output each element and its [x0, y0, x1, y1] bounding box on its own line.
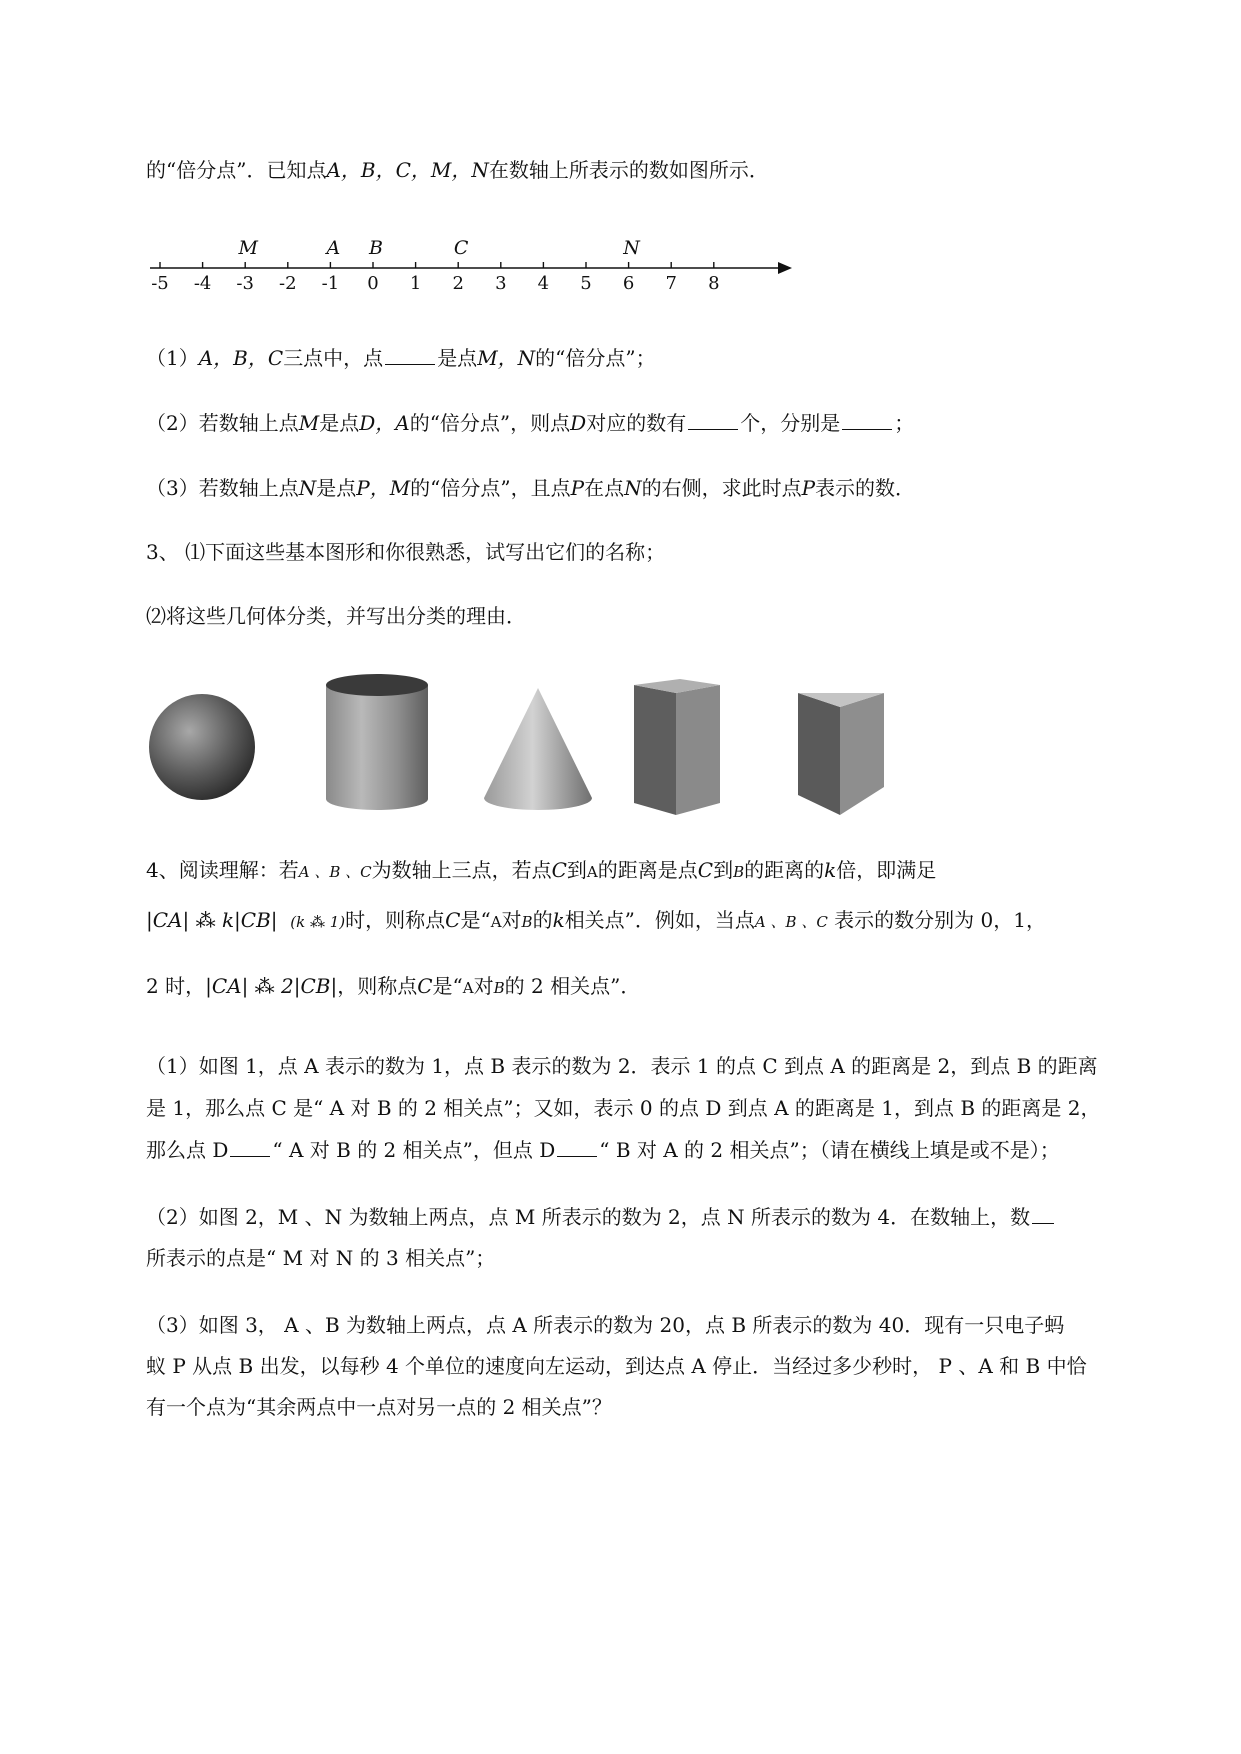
q4-sub3-line1: （3）如图 3， A 、B 为数轴上两点，点 A 所表示的数为 20，点 B 所表示的数为 40．现有一只电子蚂 [146, 1313, 1065, 1337]
text: C [417, 974, 433, 998]
text: 对应的数有 [586, 411, 687, 435]
text: B [733, 863, 745, 881]
sphere-shape [149, 694, 255, 800]
text: B [521, 913, 533, 931]
text: 表示的数分别为 0，1， [827, 908, 1046, 932]
tick-label: 6 [622, 273, 635, 294]
text: 为数轴上三点，若点 [371, 858, 552, 882]
text: D [570, 411, 587, 435]
tick-label: 7 [665, 273, 677, 294]
point-label-a: A [326, 237, 341, 259]
text: 的 [532, 908, 553, 932]
tick-label: 1 [409, 273, 422, 294]
text: D，A [359, 411, 410, 435]
intro-text [146, 156, 769, 184]
tick-label: 5 [580, 273, 592, 294]
text: N [298, 476, 317, 500]
formula: |CA| ⁂ k|CB| [146, 908, 278, 932]
text: （2）如图 2，M 、N 为数轴上两点，点 M 所表示的数为 2，点 N 所表示的数为 4．在数轴上，数 [146, 1205, 1031, 1229]
text: 的“倍分点”； [535, 346, 656, 370]
q2-part3 [146, 474, 915, 502]
text: 时，则称点 [345, 908, 446, 932]
point-label-b: B [369, 237, 383, 259]
text: 的 2 相关点”． [504, 974, 641, 998]
text: 到 [566, 858, 587, 882]
text: M，N [477, 346, 536, 370]
text: P，M [356, 476, 411, 500]
q4-line1 [146, 856, 936, 886]
text: 倍，即满足 [836, 858, 937, 882]
q4-sub3-line2: 蚁 P 从点 B 出发，以每秒 4 个单位的速度向左运动，到达点 A 停止．当经过多少秒时， P 、A 和 B 中恰 [146, 1354, 1087, 1378]
tick-label: 3 [495, 273, 507, 294]
text: “ B 对 A 的 2 相关点”；（请在横线上填是或不是）； [599, 1138, 1060, 1162]
text: C [551, 858, 567, 882]
text: k [552, 908, 565, 932]
text: B [493, 979, 505, 997]
text: C [697, 858, 714, 882]
answer-blank[interactable] [1032, 1203, 1054, 1224]
text: A [490, 913, 502, 931]
cone-shape [484, 688, 592, 810]
q2-part1 [146, 344, 656, 372]
tick-label: -4 [193, 273, 212, 294]
tick-label: -2 [279, 273, 297, 294]
text: N [624, 476, 642, 500]
q4-sub2-line1 [146, 1203, 1056, 1231]
point-label-c: C [453, 237, 469, 259]
text: 是点 [316, 476, 357, 500]
intro-points: A，B，C，M，N [326, 158, 489, 182]
text: A 、B 、C [754, 913, 828, 931]
text: 在点 [584, 476, 625, 500]
text: ，则称点 [337, 974, 418, 998]
text: P [570, 476, 585, 500]
text: “ A 对 B 的 2 相关点”，但点 D [272, 1138, 556, 1162]
answer-blank[interactable] [842, 409, 892, 430]
text: 对 [473, 974, 494, 998]
text: 到 [713, 858, 734, 882]
tick-label: -5 [151, 273, 169, 294]
text: A，B，C [198, 346, 284, 370]
intro-text-part: 在数轴上所表示的数如图所示． [488, 158, 769, 182]
tick-label: 4 [537, 273, 550, 294]
text: A [462, 979, 474, 997]
text: k [824, 858, 837, 882]
text: （2）若数轴上点 [146, 411, 299, 435]
text: 是“ [432, 974, 463, 998]
tick-label: -3 [236, 273, 254, 294]
text: A 、B 、C [298, 863, 372, 881]
q4-sub1-line1: （1）如图 1，点 A 表示的数为 1，点 B 表示的数为 2．表示 1 的点 C 到点 A 的距离是 2，到点 B 的距离 [146, 1054, 1098, 1078]
text: （3）若数轴上点 [146, 476, 299, 500]
number-line-figure [140, 225, 800, 295]
text: 是“ [460, 908, 491, 932]
number-line-arrow [778, 262, 792, 274]
q2-part2 [146, 409, 914, 437]
text: A [586, 863, 598, 881]
point-label-n: N [623, 237, 640, 259]
tick-label: 8 [708, 273, 720, 294]
text: 的“倍分点”，且点 [410, 476, 571, 500]
text: 是点 [437, 346, 478, 370]
q4-line2 [146, 906, 1046, 936]
q4-sub1-line3 [146, 1136, 1060, 1164]
text: 是点 [319, 411, 360, 435]
text: 的“倍分点”，则点 [409, 411, 571, 435]
text: 相关点”．例如，当点 [564, 908, 755, 932]
text: C [445, 908, 461, 932]
tick-label: -1 [321, 273, 340, 294]
point-label-m: M [238, 237, 258, 259]
text: P [801, 476, 816, 500]
q4-sub1-line2: 是 1，那么点 C 是“ A 对 B 的 2 相关点”；又如，表示 0 的点 D 到点 A 的距离是 1，到点 B 的距离是 2， [146, 1096, 1101, 1120]
text: 三点中，点 [283, 346, 384, 370]
cylinder-shape [326, 674, 428, 810]
text: 的距离的 [744, 858, 825, 882]
text: 的右侧，求此时点 [641, 476, 802, 500]
text: 个，分别是 [740, 411, 841, 435]
formula: |CA| ⁂ 2|CB| [205, 974, 338, 998]
text: 表示的数． [815, 476, 916, 500]
text: M [298, 411, 320, 435]
formula-condition: (k ⁂ 1) [290, 913, 346, 931]
text: 对 [501, 908, 522, 932]
text: ； [894, 411, 915, 435]
text: 4、阅读理解：若 [146, 858, 299, 882]
text: （1） [146, 346, 199, 370]
q4-sub3-line3: 有一个点为“其余两点中一点对另一点的 2 相关点”？ [146, 1395, 612, 1419]
answer-blank[interactable] [385, 344, 435, 365]
cuboid-shape [634, 679, 720, 815]
tick-label: 0 [367, 273, 379, 294]
prism-shape [798, 693, 884, 815]
q3-line2: ⑵将这些几何体分类，并写出分类的理由． [146, 604, 526, 628]
q4-line3 [146, 972, 640, 1002]
intro-text-part: 的“倍分点”．已知点 [146, 158, 327, 182]
q4-sub2-line2: 所表示的点是“ M 对 N 的 3 相关点”； [146, 1246, 496, 1270]
text: 那么点 D [146, 1138, 229, 1162]
tick-label: 2 [452, 273, 464, 294]
solids-figure [140, 665, 960, 825]
text: 的距离是点 [597, 858, 698, 882]
answer-blank[interactable] [557, 1136, 597, 1157]
q3-line1: 3、 ⑴下面这些基本图形和你很熟悉，试写出它们的名称； [146, 540, 666, 564]
text: 2 时， [146, 974, 206, 998]
answer-blank[interactable] [688, 409, 738, 430]
answer-blank[interactable] [230, 1136, 270, 1157]
